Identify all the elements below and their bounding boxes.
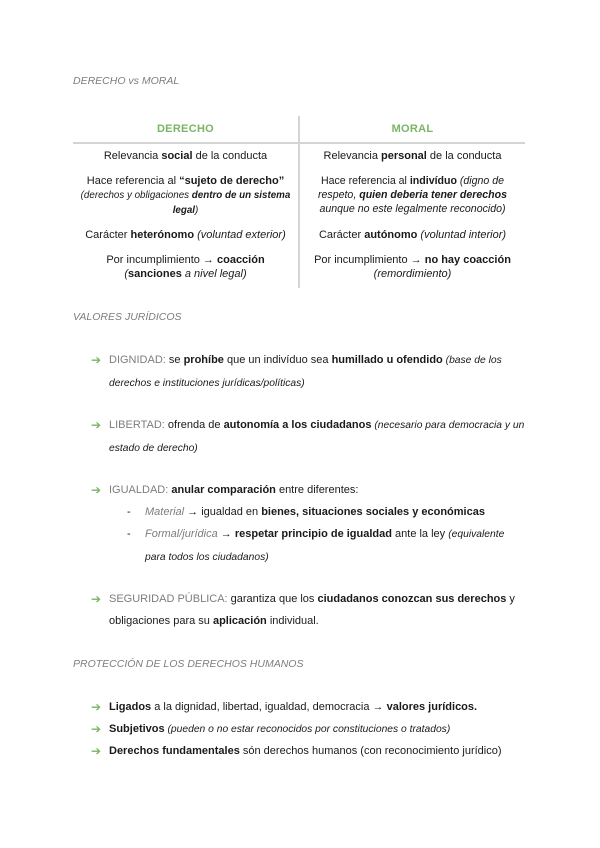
sub-item-material: - Material → igualdad en bienes, situaciones sociales y económicas [127,501,527,523]
arrow-right-icon: ➔ [91,592,102,606]
sub-item-formal: - Formal/jurídica → respetar principio de igualdad ante la ley (equivalente para todos los ciudadanos) [127,523,527,569]
list-item-dignidad: ➔ DIGNIDAD: se prohíbe que un indivíduo sea humillado u ofendido (base de los derechos e instituciones jurídicas/políticas) [91,349,531,395]
cell-no-coaccion: Por incumplimiento → no hay coacción (remordimiento) [314,254,511,280]
arrow-right-icon: ➔ [91,744,102,758]
cell-individuo: Hace referencia al indivíduo (digno de respeto, quien deberia tener derechos aunque no este legalmente reconocido) [317,175,507,215]
list-item-igualdad: ➔ IGUALDAD: anular comparación entre diferentes: [91,479,531,501]
column-header-derecho: DERECHO [156,123,215,135]
list-item-seguridad: ➔ SEGURIDAD PÚBLICA: garantiza que los ciudadanos conozcan sus derechos y obligaciones para su aplicación individual. [91,588,531,632]
list-item-libertad: ➔ LIBERTAD: ofrenda de autonomía a los ciudadanos (necesario para democracia y un estado de derecho) [91,414,531,460]
section-heading-derecho-moral: DERECHO vs MORAL [73,75,180,87]
list-item-ligados: ➔ Ligados a la dignidad, libertad, igualdad, democracia → valores jurídicos. [91,696,531,718]
list-item-derechos-fundamentales: ➔ Derechos fundamentales són derechos humanos (con reconocimiento jurídico) [91,740,531,762]
arrow-right-icon: ➔ [91,483,102,497]
cell-sujeto-derecho: Hace referencia al “sujeto de derecho” (derechos y obligaciones dentro de un sistema legal) [80,175,291,216]
cell-relevancia-social: Relevancia social de la conducta [103,150,268,162]
section-heading-valores: VALORES JURÍDICOS [73,311,182,323]
section-heading-proteccion: PROTECCIÓN DE LOS DERECHOS HUMANOS [73,658,304,670]
cell-relevancia-personal: Relevancia personal de la conducta [323,150,502,162]
dash-bullet: - [127,528,131,540]
arrow-right-icon: ➔ [91,418,102,432]
arrow-right-icon: ➔ [91,722,102,736]
cell-autonomo: Carácter autónomo (voluntad interior) [318,229,507,241]
comparison-table [73,116,525,288]
arrow-right-icon: ➔ [91,700,102,714]
arrow-right-icon: ➔ [91,353,102,367]
dash-bullet: - [127,506,131,518]
cell-heteronomo: Carácter heterónomo (voluntad exterior) [85,229,286,241]
column-moral [300,116,525,288]
list-item-subjetivos: ➔ Subjetivos (pueden o no estar reconocidos por constituciones o tratados) [91,718,531,741]
column-derecho [73,116,298,288]
cell-coaccion: Por incumplimiento → coacción (sanciones a nivel legal) [106,254,265,280]
column-header-moral: MORAL [391,123,434,135]
